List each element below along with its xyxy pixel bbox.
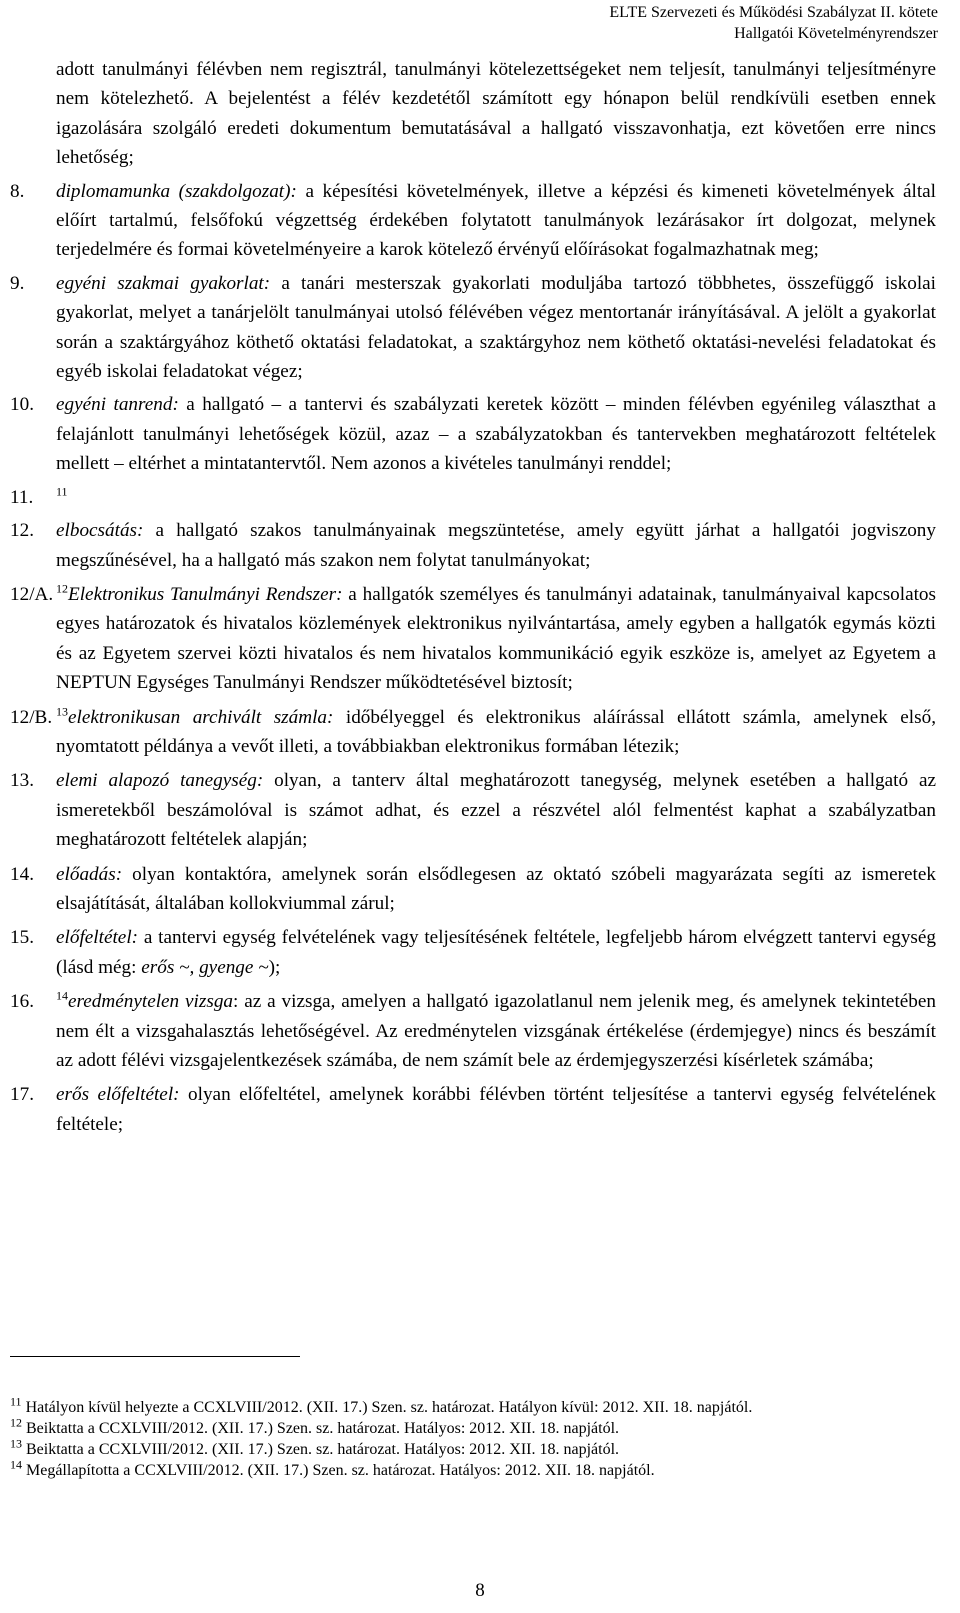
item-term: egyéni tanrend: [56, 394, 179, 416]
footnote-ref[interactable]: 11 [56, 484, 68, 499]
footnote-text: Beiktatta a CCXLVIII/2012. (XII. 17.) Szen. sz. határozat. Hatályos: 2012. XII. 18. napjától. [22, 1420, 620, 1437]
footnote-mark: 14 [10, 1457, 22, 1472]
item-body [56, 269, 936, 387]
intro-paragraph: adott tanulmányi félévben nem regisztrál, tanulmányi kötelezettségeket nem teljesít, tanulmányi teljesítményre nem kötelezhető. A bejelentést a félév kezdetétől számított egy hónapon belül rendkívüli esetben ennek igazolására szolgáló eredeti dokumentum bemutatásával a hallgató visszavonhatja, ezt követően erre nincs lehetőség; [56, 59, 936, 169]
item-body [56, 483, 936, 512]
footnote-mark: 11 [10, 1394, 22, 1409]
item-term: eredménytelen vizsga [68, 991, 234, 1013]
definition-item [10, 177, 936, 265]
item-text: a hallgatók személyes és tanulmányi adatainak, tanulmányaival kapcsolatos egyes határozatok és hivatalos közlemények elektronikus nyilvántartása, amely egyben a hallgatók egymás közti és az Egyetem szervei közti hivatalos és nem hivatalos kommunikáció egyik eszköze is, amelyet az Egyetem a NEPTUN Egységes Tanulmányi Rendszer működtetésével biztosít; [56, 583, 936, 694]
item-text: a tanári mesterszak gyakorlati moduljába tartozó többhetes, összefüggő iskolai gyakorlat, melyet a tanárjelölt tanulmányai utolsó félévében végez mentortanár irányításával. A jelölt a gyakorlat során a szaktárgyához köthető oktatási feladatokat, a szaktárgyhoz nem köthető oktatási-nevelési feladatokat és egyéb iskolai feladatokat végez; [56, 272, 937, 383]
footnote-ref[interactable]: 12 [56, 581, 68, 596]
definition-item [10, 390, 936, 478]
item-number: 15. [10, 927, 34, 949]
item-term: Elektronikus Tanulmányi Rendszer: [68, 583, 343, 605]
item-text: a tantervi egység felvételének vagy teljesítésének feltétele, legfeljebb három elvégzett tantervi egység (lásd még: [56, 927, 936, 978]
definition-item [10, 766, 936, 854]
footnote-text: Megállapította a CCXLVIII/2012. (XII. 17.) Szen. sz. határozat. Hatályos: 2012. XII. 18. napjától. [22, 1462, 655, 1479]
item-number: 17. [10, 1084, 34, 1106]
item-text: olyan előfeltétel, amelynek korábbi félévben történt teljesítése a tantervi egység felvételének feltétele; [56, 1084, 936, 1135]
item-number: 10. [10, 394, 34, 416]
item-body [56, 516, 936, 575]
item-body [56, 580, 936, 698]
item-body [56, 860, 936, 919]
definition-item [10, 516, 936, 575]
running-header [609, 2, 938, 44]
definition-item [10, 923, 936, 982]
item-term: egyéni szakmai gyakorlat: [56, 272, 271, 294]
item-text: a hallgató – a tantervi és szabályzati keretek között – minden félévben egyénileg választhat a felajánlott tanulmányi lehetőségek közül, azaz – a szabályzatokban és tantervekben meghatározott feltételek mellett – eltérhet a mintatantervtől. Nem azonos a kivételes tanulmányi renddel; [56, 394, 936, 475]
item-number: 12/B. [10, 706, 53, 728]
item-number: 14. [10, 863, 34, 885]
item-term: diplomamunka (szakdolgozat): [56, 180, 297, 202]
header-title: ELTE Szervezeti és Működési Szabályzat II. kötete [609, 4, 938, 21]
item-body [56, 703, 936, 762]
footnote-ref[interactable]: 14 [56, 988, 68, 1003]
footnote-text: Beiktatta a CCXLVIII/2012. (XII. 17.) Szen. sz. határozat. Hatályos: 2012. XII. 18. napjától. [22, 1441, 620, 1458]
item-number: 16. [10, 991, 34, 1013]
footnote-ref[interactable]: 13 [56, 704, 68, 719]
definition-item [10, 860, 936, 919]
footnote-mark: 12 [10, 1415, 22, 1430]
definition-item [10, 987, 936, 1075]
item-text: a hallgató szakos tanulmányainak megszüntetése, amely együtt járhat a hallgatói jogviszony megszűnésével, ha a hallgató más szakon nem folytat tanulmányokat; [56, 520, 936, 571]
item-term: elektronikusan archivált számla: [68, 706, 334, 728]
footnotes [10, 1394, 936, 1482]
footnote [10, 1415, 936, 1439]
footnote-mark: 13 [10, 1436, 22, 1451]
item-body [56, 923, 936, 982]
item-body [56, 1080, 936, 1139]
footnote-text: Hatályon kívül helyezte a CCXLVIII/2012. (XII. 17.) Szen. sz. határozat. Hatályon kívül: 2012. XII. 18. napjától. [21, 1399, 753, 1416]
item-term: elbocsátás: [56, 520, 144, 542]
item-term: erős előfeltétel: [56, 1084, 180, 1106]
definition-item [10, 269, 936, 387]
item-term-reference: erős ~, gyenge ~ [141, 956, 269, 978]
definition-item [10, 580, 936, 698]
item-number: 13. [10, 770, 34, 792]
definition-item [10, 1080, 936, 1139]
item-number: 12/A. [10, 583, 54, 605]
item-term: előadás: [56, 863, 123, 885]
item-text: olyan kontaktóra, amelynek során elsődlegesen az oktató szóbeli magyarázata segíti az ismeretek elsajátítását, általában kollokviummal zárul; [56, 863, 936, 914]
item-text: : az a vizsga, amelyen a hallgató igazolatlanul nem jelenik meg, és amelynek tekintetében nem élt a vizsgahalasztás lehetőségével. Az eredménytelen vizsgának értékelése (érdemjegye) nincs és beszámít az adott félévi vizsgajelentkezések számába, de nem számít bele az érdemjegyszerzési kísérletek számába; [56, 991, 936, 1071]
footnote [10, 1394, 936, 1418]
item-number: 8. [10, 180, 25, 202]
page-number: 8 [475, 1580, 485, 1601]
item-text: olyan, a tanterv által meghatározott tanegység, melynek esetében a hallgató az ismeretekből beszámolóval is számot adhat, és ezzel a részvétel alól felmentést kaphat a szabályzatban meghatározott feltételek alapján; [56, 770, 936, 851]
item-text-end: ); [268, 956, 281, 978]
item-body [56, 177, 936, 265]
header-subtitle: Hallgatói Követelményrendszer [734, 25, 938, 42]
item-number: 11. [10, 486, 34, 508]
definition-item [10, 703, 936, 762]
definition-item [10, 483, 936, 512]
footnote-separator [10, 1356, 300, 1357]
item-term: elemi alapozó tanegység: [56, 770, 264, 792]
item-text: időbélyeggel és elektronikus aláírással ellátott számla, amelynek első, nyomtatott példánya a vevőt illeti, a továbbiakban elektronikus formában létezik; [56, 706, 936, 757]
item-text: a képesítési követelmények, illetve a képzési és kimeneti követelmények által előírt tartalmú, felsőfokú végzettség érdekében folytatott tanulmányok lezárásakor írt dolgozat, melynek terjedelmére és formai követelményeire a karok kötelező érvényű előírásokat fogalmazhatnak meg; [56, 180, 936, 261]
item-body [56, 987, 936, 1075]
item-body [56, 390, 936, 478]
document-body [10, 55, 936, 1139]
item-number: 12. [10, 520, 34, 542]
item-body [56, 766, 936, 854]
footnote [10, 1436, 936, 1460]
item-number: 9. [10, 272, 25, 294]
item-term: előfeltétel: [56, 927, 139, 949]
footnote [10, 1457, 936, 1481]
